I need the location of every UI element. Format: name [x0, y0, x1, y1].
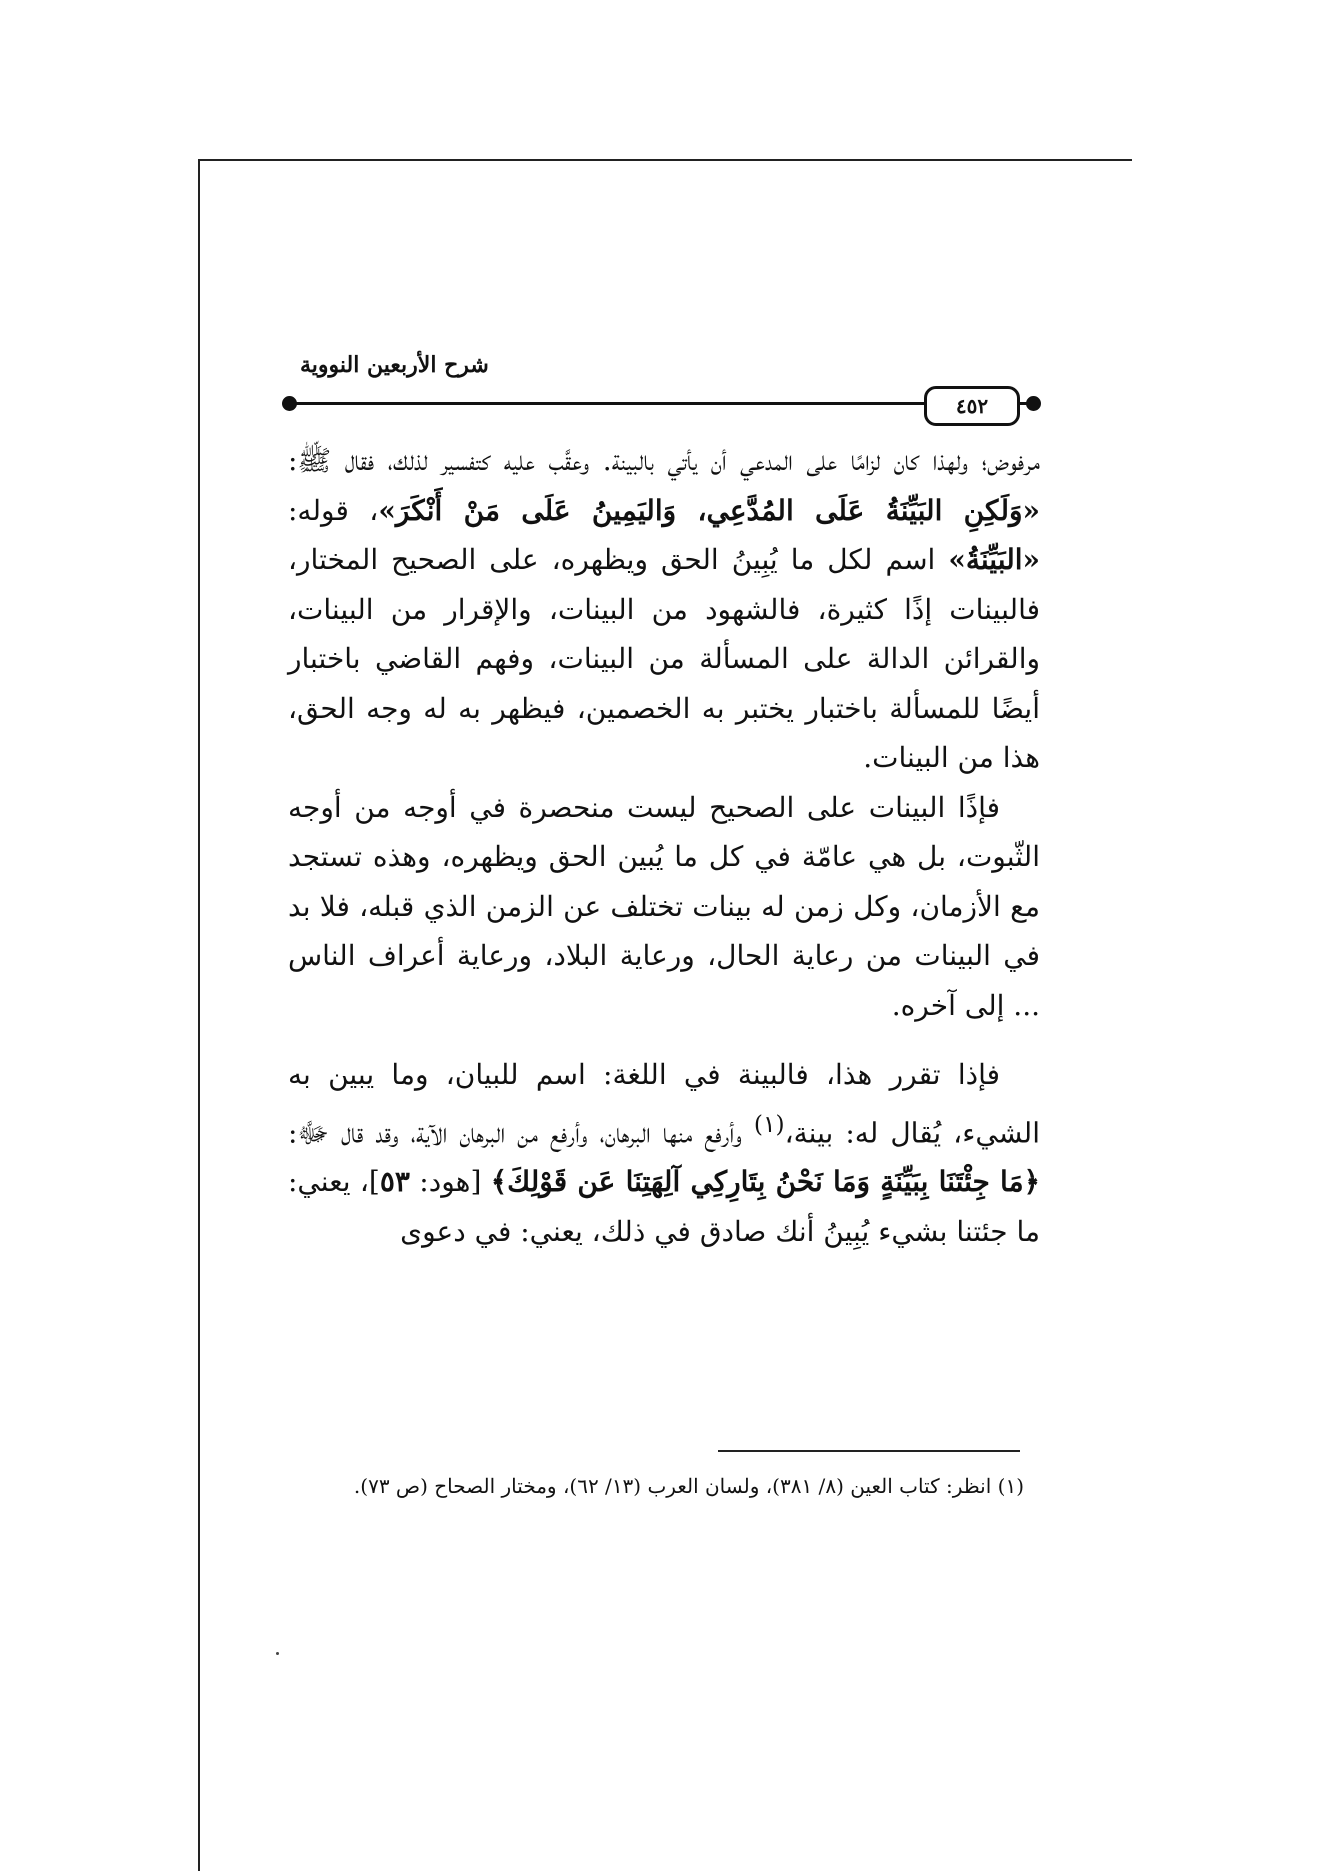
main-text: [288, 436, 1040, 1256]
hadith-quote: «وَلَكِنِ البَيِّنَةُ عَلَى المُدَّعِي، وَاليَمِينُ عَلَى مَنْ أَنْكَرَ»: [378, 493, 1041, 527]
paragraph-3-text-a: فإذا تقرر هذا، فالبينة في اللغة: اسم للبيان، وما يبين به الشيء، يُقال له: بينة،: [288, 1058, 1040, 1149]
footnote: (١) انظر: كتاب العين (٨/ ٣٨١)، ولسان العرب (١٣/ ٦٢)، ومختار الصحاح (ص ٧٣).: [353, 1474, 1024, 1498]
paragraph-3-text-c: [هود:: [409, 1165, 491, 1199]
paragraph-3-text-d: ]، يعني: ما جئتنا بشيء يُبِينُ أنك صادق في ذلك، يعني: في دعوى: [288, 1165, 1040, 1248]
header-rule: [290, 402, 950, 405]
paragraph-1-text-b: ، قوله:: [288, 493, 379, 527]
paragraph-1-text-a: مرفوض؛ ولهذا كان لزامًا على المدعي أن يأتي بالبينة. وعقَّب عليه كتفسير لذلك، فقال ﷺ:: [288, 444, 1040, 477]
footnote-rule: [718, 1450, 1020, 1452]
scan-speck: [276, 1652, 279, 1655]
verse-number: ٥٣: [379, 1165, 410, 1199]
footnote-marker: (١): [753, 1109, 785, 1138]
book-title: شرح الأربعين النووية: [300, 352, 489, 378]
paragraph-1-text-c: اسم لكل ما يُبِينُ الحق ويظهره، على الصحيح المختار، فالبينات إذًا كثيرة، فالشهود من البينات، والإقرار من البينات، والقرائن الدالة على المسألة من البينات، وفهم القاضي باختبار أيضًا للمسألة باختبار يختبر به الخصمين، فيظهر به له وجه الحق، هذا من البينات.: [288, 543, 1040, 774]
paragraph-2: فإذًا البينات على الصحيح ليست منحصرة في أوجه من أوجه الثّبوت، بل هي عامّة في كل ما يُبين الحق ويظهره، وهذه تستجد مع الأزمان، وكل زمن له بينات تختلف عن الزمن الذي قبله، فلا بد في البينات من رعاية الحال، ورعاية البلاد، ورعاية أعراف الناس ... إلى آخره.: [288, 790, 1040, 1022]
page-header: [282, 352, 1042, 422]
quran-verse: ﴿مَا جِئْتَنَا بِبَيِّنَةٍ وَمَا نَحْنُ بِتَارِكِي آلِهَتِنَا عَن قَوْلِكَ﴾: [490, 1165, 1040, 1199]
page-number: ٤٥٢: [924, 386, 1020, 426]
hadith-term: «البَيِّنَةُ»: [948, 543, 1040, 576]
paragraph-1: [288, 436, 1040, 783]
page-top-rule: [198, 159, 1132, 161]
paragraph-3: [288, 1050, 1040, 1256]
paragraph-3-text-b: وأرفع منها البرهان، وأرفع من البرهان الآية، وقد قال ﷻ:: [288, 1115, 754, 1149]
page-left-rule: [198, 159, 200, 1871]
header-ornament-dot-right: [1026, 396, 1041, 411]
